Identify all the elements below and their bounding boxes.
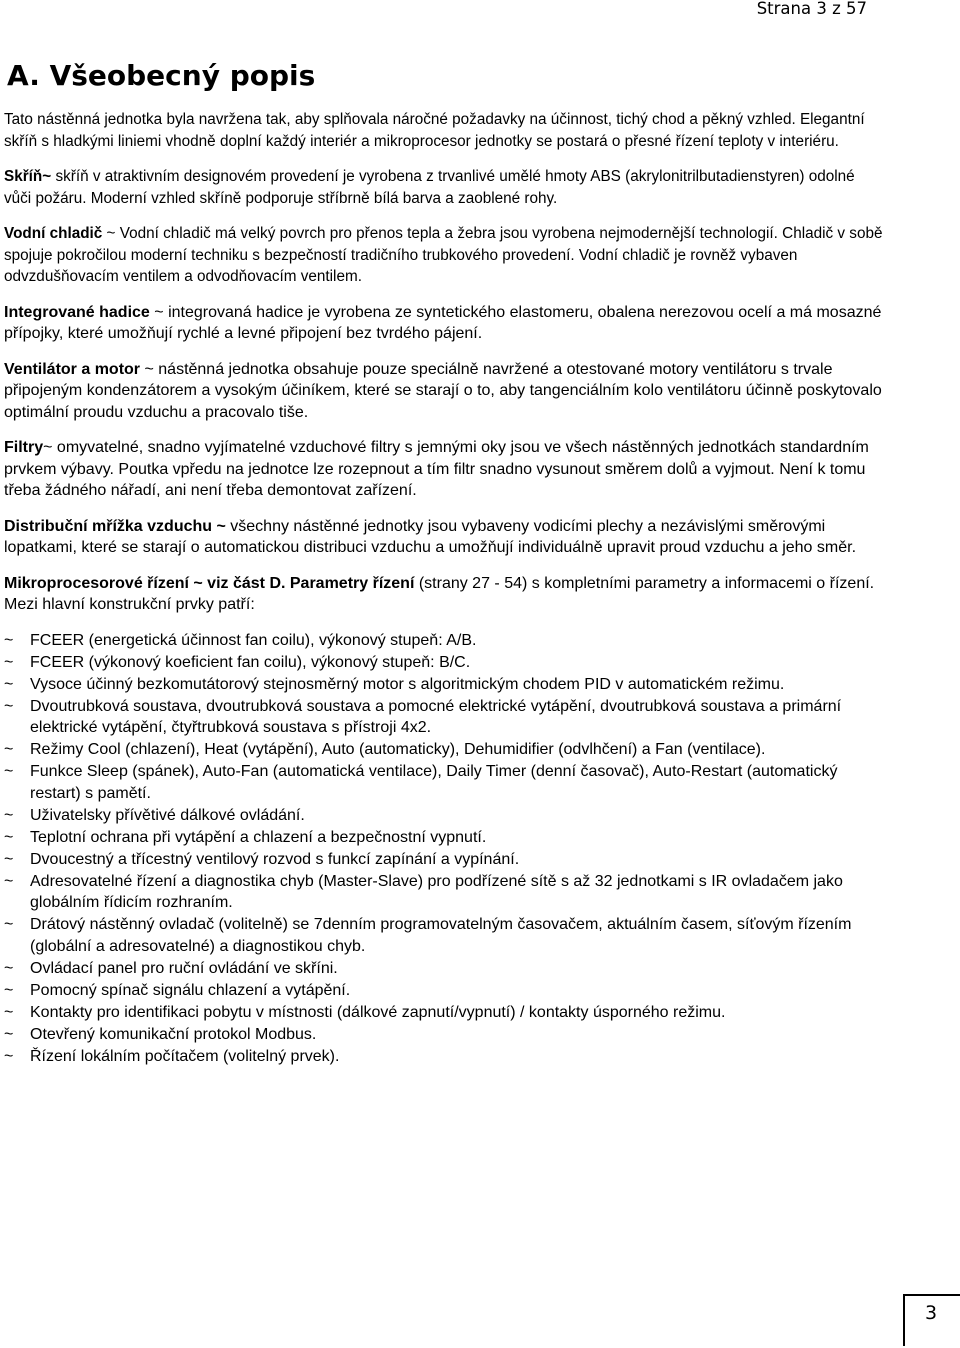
bullet-tilde: ~ <box>4 697 14 715</box>
bullet-tilde: ~ <box>4 631 14 649</box>
feature-item <box>4 849 884 871</box>
paragraph-heading: Integrované hadice <box>4 303 150 321</box>
feature-item <box>4 914 884 957</box>
paragraph-text: všechny nástěnné jednotky jsou vybaveny vodicími plechy a nezávislými směrovými lopatkami, které se starají o automatickou distribuci vzduchu a umožňují individuálně upravit proud vzduchu a jeho směr. <box>4 517 857 556</box>
feature-text: Režimy Cool (chlazení), Heat (vytápění), Auto (automaticky), Dehumidifier (odvlhčení) a Fan (ventilace). <box>30 741 766 758</box>
feature-text: FCEER (energetická účinnost fan coilu), výkonový stupeň: A/B. <box>30 631 477 649</box>
paragraph-filters <box>4 437 884 502</box>
feature-item <box>4 871 884 914</box>
paragraph-water-cooler <box>4 223 884 288</box>
feature-text: Drátový nástěnný ovladač (volitelně) se 7denním programovatelným časovačem, aktuálním časem, síťovým řízením (globální a adresovatelné) a diagnostikou chyb. <box>30 916 852 955</box>
page-number-border-top <box>903 1294 960 1296</box>
document-body <box>4 109 884 1068</box>
feature-text: Uživatelsky přívětivé dálkové ovládání. <box>30 806 305 824</box>
paragraph-text: ~ Vodní chladič má velký povrch pro přenos tepla a žebra jsou vyrobena nejmodernější technologií. Chladič v sobě spojuje pokročilou moderní techniku s bezpečností tradičního trubkového provedení. Vodní chladič je rovněž vybaven odvzdušňovacím ventilem a odvodňovacím ventilem. <box>4 225 883 285</box>
feature-text: Otevřený komunikační protokol Modbus. <box>30 1025 317 1043</box>
bullet-tilde: ~ <box>4 850 14 868</box>
paragraph-text: ~ nástěnná jednotka obsahuje pouze speciálně navržené a otestované motory ventilátoru s trvale připojeným kondenzátorem a vysokým účiníkem, které se starají o to, aby tangenciálním kolo ventilátoru účinně poskytovalo optimální proudu vzduchu a pracovalo tiše. <box>4 360 882 421</box>
intro-paragraph: Tato nástěnná jednotka byla navržena tak, aby splňovala náročné požadavky na účinnost, tichý chod a pěkný vzhled. Elegantní skříň s hladkými liniemi vhodně doplní každý interiér a mikroprocesor jednotky se postará o přesné řízení teploty v interiéru. <box>4 111 865 150</box>
bullet-tilde: ~ <box>4 872 14 890</box>
bullet-tilde: ~ <box>4 1025 14 1043</box>
feature-item <box>4 827 884 849</box>
feature-text: Adresovatelné řízení a diagnostika chyb (Master-Slave) pro podřízené sítě s až 32 jednotkami s IR ovladačem jako globálním řídicím rozhraním. <box>30 872 843 911</box>
feature-text: Kontakty pro identifikaci pobytu v místnosti (dálkové zapnutí/vypnutí) / kontakty úsporného režimu. <box>30 1003 726 1021</box>
feature-text: Pomocný spínač signálu chlazení a vytápění. <box>30 981 351 999</box>
paragraph-fan-motor <box>4 359 884 424</box>
bullet-tilde: ~ <box>4 741 14 758</box>
feature-text: Ovládací panel pro ruční ovládání ve skříni. <box>30 959 338 977</box>
bullet-tilde: ~ <box>4 806 14 824</box>
section-title: A. Všeobecný popis <box>7 59 316 92</box>
feature-item <box>4 630 884 652</box>
paragraph-text: (strany 27 - 54) s kompletními parametry a informacemi o řízení. Mezi hlavní konstrukční prvky patří: <box>4 574 875 613</box>
bullet-tilde: ~ <box>4 763 14 780</box>
paragraph-heading: Ventilátor a motor <box>4 360 141 378</box>
feature-item <box>4 1002 884 1024</box>
feature-item <box>4 980 884 1002</box>
feature-item <box>4 739 884 761</box>
features-list <box>4 630 884 1068</box>
paragraph-hoses <box>4 302 884 345</box>
page-number-box <box>903 1294 960 1346</box>
paragraph-text: ~ omyvatelné, snadno vyjímatelné vzduchové filtry s jemnými oky jsou ve všech nástěnných jednotkách standardním prvkem výbavy. Poutka vpředu na jednotce lze rozepnout a tím filtr snadno vysunout směrem dolů a vyjmout. Není k tomu třeba žádného nářadí, ani není třeba demontovat zařízení. <box>4 439 869 499</box>
feature-item <box>4 696 884 739</box>
feature-text: Vysoce účinný bezkomutátorový stejnosměrný motor s algoritmickým chodem PID v automatickém režimu. <box>30 675 785 693</box>
feature-text: Dvoutrubková soustava, dvoutrubková soustava a pomocné elektrické vytápění, dvoutrubková soustava a primární elektrické vytápění, čtyřtrubková soustava s přístroji 4x2. <box>30 697 842 736</box>
page-number-border-left <box>903 1294 905 1346</box>
paragraph-text: ~ integrovaná hadice je vyrobena ze syntetického elastomeru, obalena nerezovou ocelí a má mosazné přípojky, které umožňují rychlé a levné připojení bez tvrdého pájení. <box>4 303 882 342</box>
page-header: Strana 3 z 57 <box>756 0 867 18</box>
feature-item <box>4 805 884 827</box>
bullet-tilde: ~ <box>4 1047 14 1065</box>
feature-text: Funkce Sleep (spánek), Auto-Fan (automatická ventilace), Daily Timer (denní časovač), Auto-Restart (automatický restart) s pamětí. <box>30 763 838 802</box>
bullet-tilde: ~ <box>4 828 14 846</box>
bullet-tilde: ~ <box>4 959 14 977</box>
paragraph-air-grille <box>4 516 884 559</box>
paragraph-heading: Skříň~ <box>4 168 52 185</box>
feature-text: Řízení lokálním počítačem (volitelný prvek). <box>30 1047 340 1065</box>
bullet-tilde: ~ <box>4 981 14 999</box>
paragraph-heading-reference: Parametry řízení <box>285 574 415 592</box>
page-number: 3 <box>925 1302 938 1324</box>
feature-item <box>4 1046 884 1068</box>
feature-item <box>4 958 884 980</box>
paragraph-microprocessor <box>4 573 884 616</box>
feature-item <box>4 674 884 696</box>
feature-item <box>4 652 884 674</box>
feature-text: Teplotní ochrana při vytápění a chlazení a bezpečnostní vypnutí. <box>30 828 487 846</box>
bullet-tilde: ~ <box>4 653 14 671</box>
bullet-tilde: ~ <box>4 675 14 693</box>
feature-item <box>4 1024 884 1046</box>
paragraph-heading: Vodní chladič <box>4 225 103 242</box>
bullet-tilde: ~ <box>4 1003 14 1021</box>
paragraph-heading: Distribuční mřížka vzduchu ~ <box>4 517 226 535</box>
bullet-tilde: ~ <box>4 916 14 933</box>
paragraph-heading: Filtry <box>4 439 44 456</box>
paragraph-heading: Mikroprocesorové řízení ~ viz část D. <box>4 574 286 592</box>
feature-text: FCEER (výkonový koeficient fan coilu), výkonový stupeň: B/C. <box>30 653 471 671</box>
feature-text: Dvoucestný a třícestný ventilový rozvod s funkcí zapínání a vypínání. <box>30 850 520 868</box>
paragraph-text: skříň v atraktivním designovém provedení je vyrobena z trvanlivé umělé hmoty ABS (akrylonitrilbutadienstyren) odolné vůči požáru. Moderní vzhled skříně podporuje stříbrně bílá barva a zaoblené rohy. <box>4 168 855 207</box>
paragraph-cabinet <box>4 166 884 209</box>
feature-item <box>4 761 884 804</box>
